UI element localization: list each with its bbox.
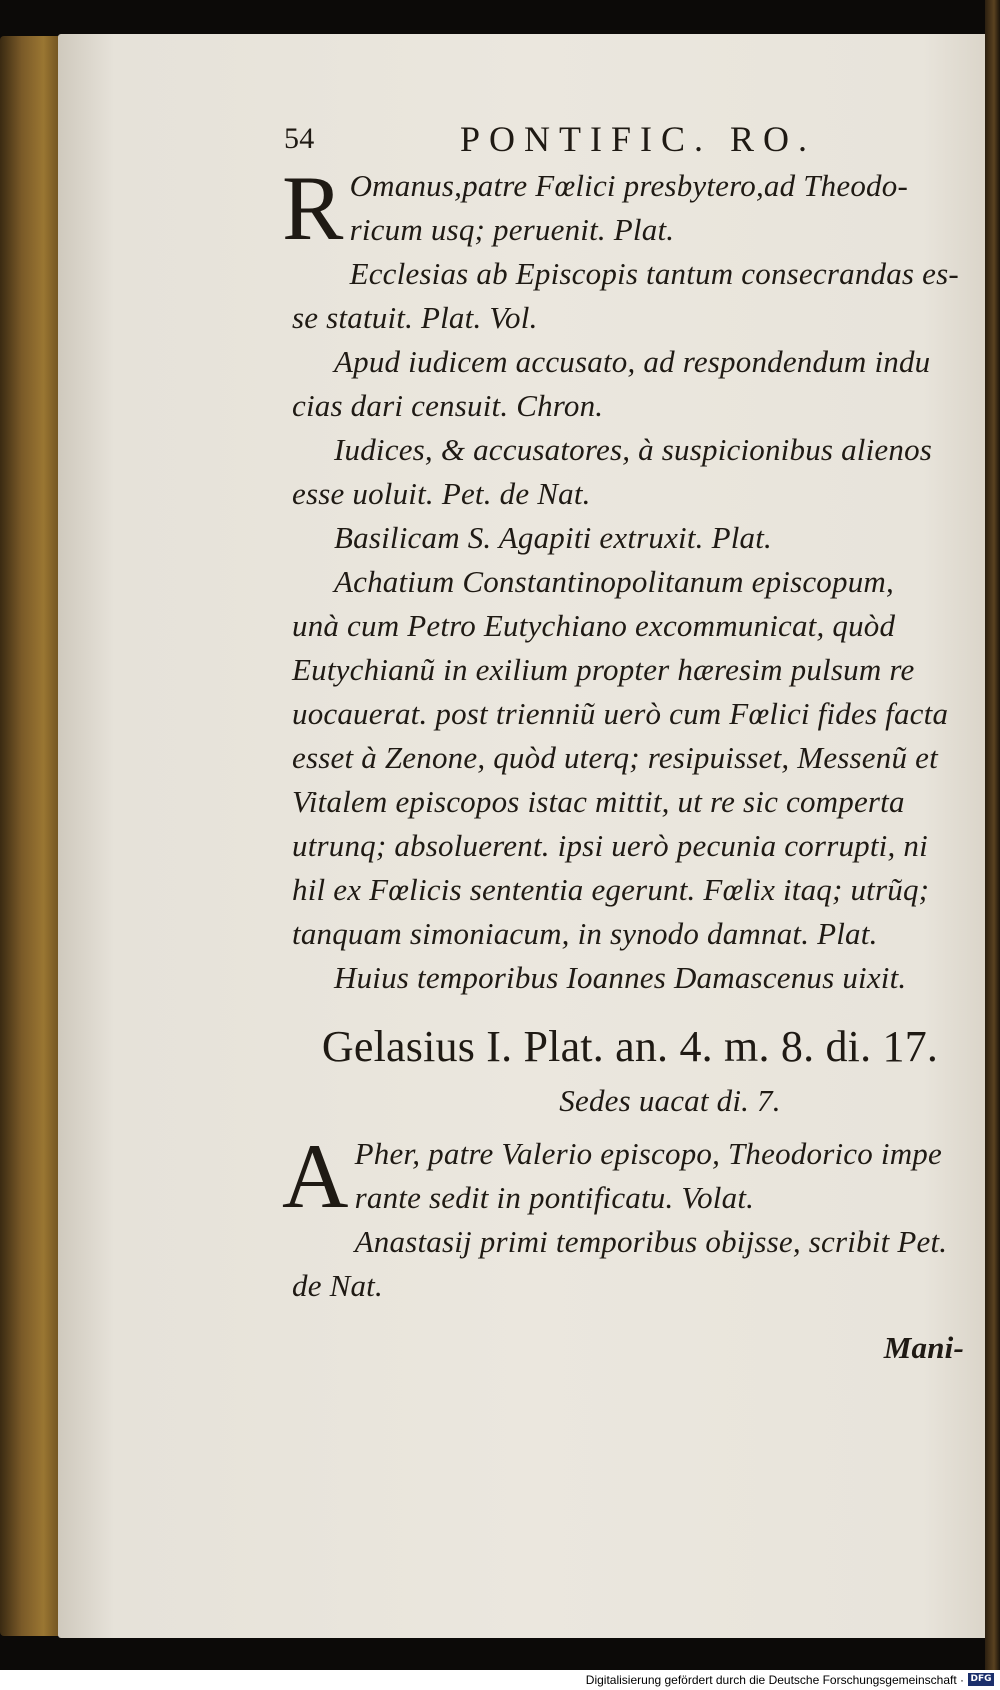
text-line: hil ex Fœlicis sententia egerunt. Fœlix itaq; utrũq; xyxy=(292,872,930,907)
text-line: Achatium Constantinopolitanum episcopum, xyxy=(334,564,894,599)
text-line: Omanus,patre Fœlici presbytero,ad Theodo- xyxy=(349,168,908,203)
text-line: cias dari censuit. Chron. xyxy=(292,388,604,423)
dfg-logo: DFG xyxy=(968,1673,994,1686)
entry-romanus xyxy=(282,157,968,259)
text-line: de Nat. xyxy=(292,1268,383,1303)
page-right-edge xyxy=(985,0,1000,1670)
text-line: se statuit. Plat. Vol. xyxy=(292,300,538,335)
text-line: Basilicam S. Agapiti extruxit. Plat. xyxy=(334,520,772,555)
footer-credit: Digitalisierung gefördert durch die Deutsche Forschungsgemeinschaft · xyxy=(585,1673,964,1687)
text-line: rante sedit in pontificatu. Volat. xyxy=(354,1180,755,1215)
text-line: Huius temporibus Ioannes Damascenus uixit. xyxy=(334,960,907,995)
text-line: tanquam simoniacum, in synodo damnat. Plat. xyxy=(292,916,878,951)
text-line: Vitalem episcopos istac mittit, ut re sic comperta xyxy=(292,784,905,819)
text-block xyxy=(282,118,968,1370)
text-line: uocauerat. post trienniũ uerò cum Fœlici fides facta xyxy=(292,696,949,731)
running-head-title: PONTIFIC. RO. xyxy=(460,119,817,159)
text-line: utrunq; absoluerent. ipsi uerò pecunia corrupti, ni xyxy=(292,828,928,863)
text-line: Iudices, & accusatores, à suspicionibus alienos xyxy=(334,432,933,467)
catchword: Mani- xyxy=(883,1330,964,1365)
text-line: Eutychianũ in exilium propter hæresim pulsum re xyxy=(292,652,915,687)
text-line: Anastasij primi temporibus obijsse, scribit Pet. xyxy=(354,1224,948,1259)
text-line: ricum usq; peruenit. Plat. xyxy=(349,212,675,247)
text-line: Apud iudicem accusato, ad respondendum indu xyxy=(334,344,931,379)
text-line: esse uoluit. Pet. de Nat. xyxy=(292,476,591,511)
text-line: Ecclesias ab Episcopis tantum consecrandas es- xyxy=(349,256,959,291)
book-binding-edge xyxy=(0,36,62,1636)
text-line: unà cum Petro Eutychiano excommunicat, quòd xyxy=(292,608,896,643)
running-head xyxy=(284,118,968,164)
section-heading-gelasius: Gelasius I. Plat. an. 4. m. 8. di. 17. xyxy=(321,1022,939,1071)
drop-cap-r: R xyxy=(282,157,344,259)
entry-gelasius xyxy=(282,1125,968,1227)
page-number: 54 xyxy=(284,122,315,155)
text-line: esset à Zenone, quòd uterq; resipuisset, Messenũ et xyxy=(292,740,938,775)
footer-bar xyxy=(0,1670,1000,1690)
text-line: Pher, patre Valerio episcopo, Theodorico impe xyxy=(354,1136,942,1171)
drop-cap-a: A xyxy=(282,1125,349,1227)
section-subheading: Sedes uacat di. 7. xyxy=(559,1083,781,1118)
